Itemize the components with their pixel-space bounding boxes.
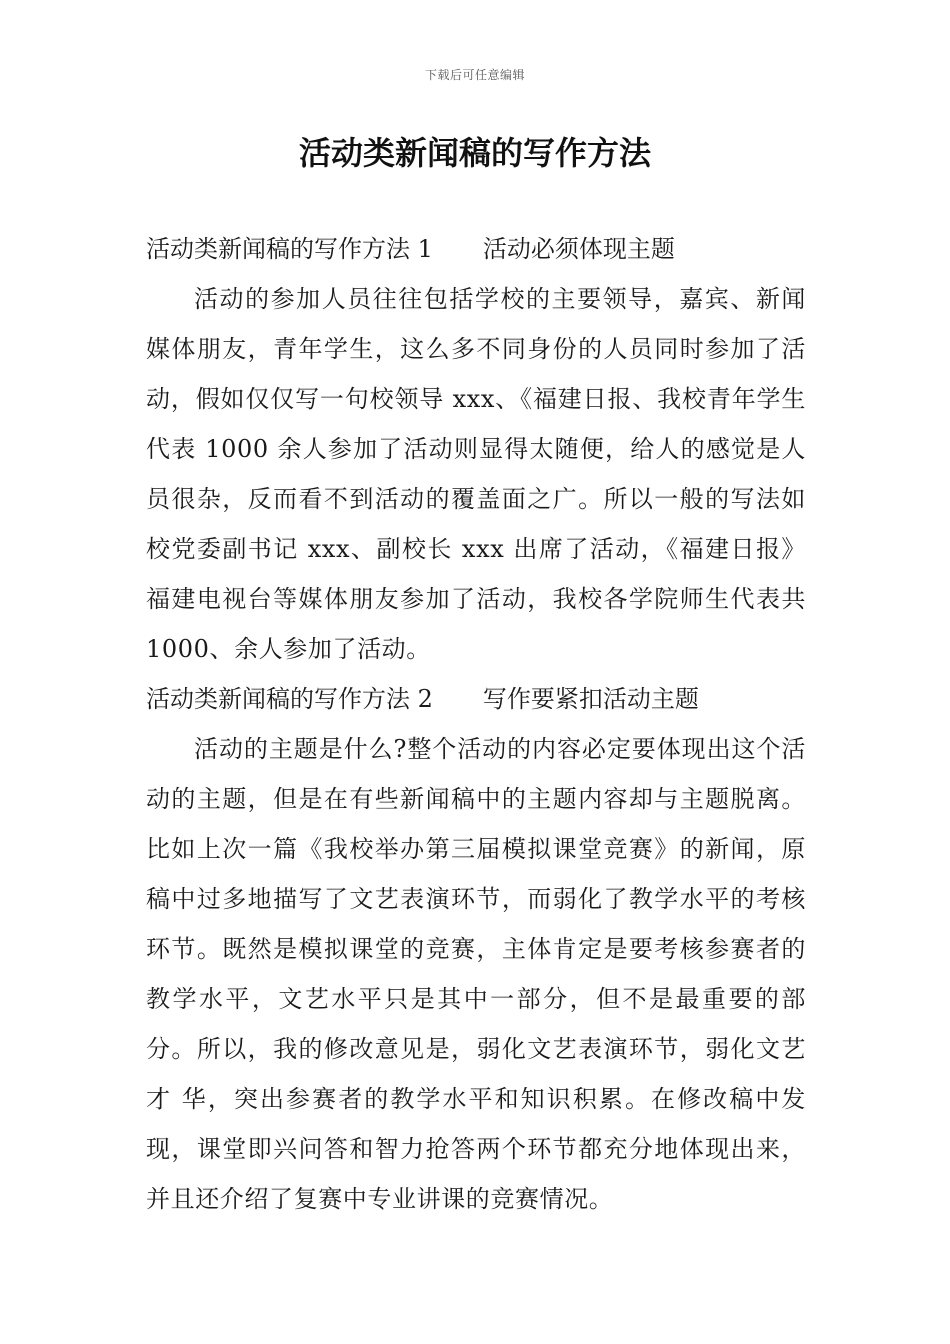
section-paragraph-1: 活动的参加人员往往包括学校的主要领导，嘉宾、新闻媒体朋友，青年学生，这么多不同身份的人员同时参加了活动，假如仅仅写一句校领导 xxx、《福建日报、我校青年学生代表 1000 余人参加了活动则显得太随便，给人的感觉是人员很杂，反而看不到活动的覆盖面之广。所以一般的写法如校党委副书记 xxx、副校长 xxx 出席了活动，《福建日报》福建电视台等媒体朋友参加了活动，我校各学院师生代表共 1000、余人参加了活动。 bbox=[146, 285, 806, 663]
section-heading-label: 活动类新闻稿的写作方法 1 bbox=[146, 235, 433, 263]
section-paragraph-2: 活动的主题是什么?整个活动的内容必定要体现出这个活动的主题，但是在有些新闻稿中的主题内容却与主题脱离。比如上次一篇《我校举办第三届模拟课堂竞赛》的新闻，原稿中过多地描写了文艺表演环节，而弱化了教学水平的考核环节。既然是模拟课堂的竞赛，主体肯定是要考核参赛者的教学水平，文艺水平只是其中一部分，但不是最重要的部分。所以，我的修改意见是，弱化文艺表演环节，弱化文艺才 华，突出参赛者的教学水平和知识积累。在修改稿中发现，课堂即兴问答和智力抢答两个环节都充分地体现出来，并且还介绍了复赛中专业讲课的竞赛情况。 bbox=[146, 735, 806, 1213]
document-body bbox=[146, 224, 806, 1224]
section-subtitle: 活动必须体现主题 bbox=[482, 235, 675, 263]
section-heading-2 bbox=[146, 674, 806, 724]
section-heading-1 bbox=[146, 224, 806, 274]
document-title: 活动类新闻稿的写作方法 bbox=[298, 134, 651, 172]
section-heading-label: 活动类新闻稿的写作方法 2 bbox=[146, 685, 433, 713]
section-subtitle: 写作要紧扣活动主题 bbox=[482, 685, 699, 713]
header-note: 下载后可任意编辑 bbox=[424, 68, 525, 82]
